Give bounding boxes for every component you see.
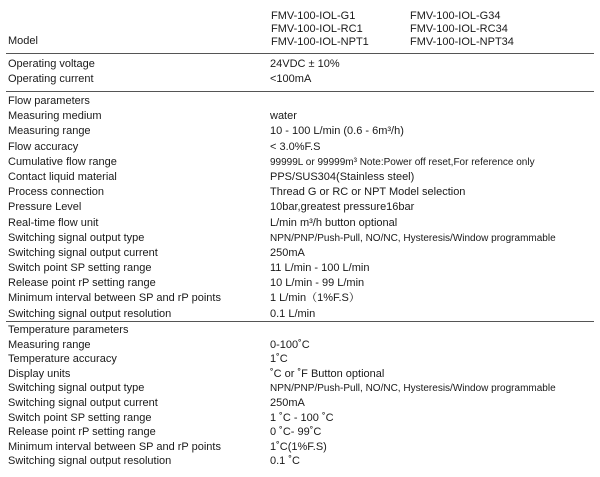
- spec-value: Thread G or RC or NPT Model selection: [270, 186, 466, 199]
- spec-label: Switching signal output resolution: [8, 455, 172, 468]
- model-name: FMV-100-IOL-RC34: [410, 23, 508, 35]
- spec-row: [0, 246, 600, 261]
- spec-value: < 3.0%F.S: [270, 140, 321, 153]
- spec-row: [0, 261, 600, 276]
- spec-value: PPS/SUS304(Stainless steel): [270, 170, 415, 183]
- spec-row: [0, 367, 600, 382]
- spec-value: 0.1 ˚C: [270, 455, 300, 468]
- spec-label: Contact liquid material: [8, 170, 117, 183]
- spec-label: Temperature accuracy: [8, 353, 117, 366]
- flow-section: [0, 94, 600, 322]
- spec-label: Real-time flow unit: [8, 216, 99, 229]
- spec-row: [0, 155, 600, 170]
- spec-row: [0, 124, 600, 139]
- spec-row: [0, 440, 600, 455]
- spec-label: Release point rP setting range: [8, 277, 156, 290]
- spec-label: Minimum interval between SP and rP points: [8, 440, 221, 453]
- spec-label: Measuring range: [8, 125, 91, 138]
- spec-row: [0, 307, 600, 322]
- spec-row: [0, 338, 600, 353]
- model-column-1: [271, 10, 369, 49]
- divider: [6, 53, 594, 54]
- spec-label: Pressure Level: [8, 201, 82, 214]
- spec-value: 24VDC ± 10%: [270, 58, 340, 70]
- spec-label: Switch point SP setting range: [8, 411, 152, 424]
- spec-label: Operating current: [8, 73, 94, 86]
- model-label: Model: [8, 35, 38, 47]
- spec-row: [0, 352, 600, 367]
- spec-row: [0, 200, 600, 215]
- spec-row: [0, 140, 600, 155]
- spec-value: ˚C or ˚F Button optional: [270, 367, 385, 380]
- spec-value: 10bar,greatest pressure16bar: [270, 201, 415, 214]
- spec-row: [0, 94, 600, 109]
- spec-row: [0, 381, 600, 396]
- spec-label: Operating voltage: [8, 58, 95, 70]
- model-header: [0, 0, 600, 52]
- spec-row: [0, 276, 600, 291]
- spec-label: Flow parameters: [8, 95, 90, 107]
- spec-row: [0, 231, 600, 246]
- spec-row: [0, 72, 600, 87]
- model-name: FMV-100-IOL-G1: [271, 10, 356, 22]
- spec-row: [0, 57, 600, 72]
- spec-row: [0, 109, 600, 124]
- spec-row: [0, 216, 600, 231]
- spec-label: Switching signal output type: [8, 231, 145, 244]
- spec-value: <100mA: [270, 73, 312, 86]
- spec-row: [0, 185, 600, 200]
- spec-value: water: [270, 110, 297, 123]
- spec-value: NPN/PNP/Push-Pull, NO/NC, Hysteresis/Window programmable: [270, 232, 556, 244]
- spec-value: 1˚C: [270, 353, 288, 366]
- divider: [6, 321, 594, 322]
- spec-value: 11 L/min - 100 L/min: [270, 262, 370, 275]
- spec-value: 250mA: [270, 246, 305, 259]
- spec-row: [0, 396, 600, 411]
- spec-value: NPN/PNP/Push-Pull, NO/NC, Hysteresis/Window programmable: [270, 383, 556, 395]
- divider: [6, 91, 594, 92]
- electrical-section: [0, 57, 600, 87]
- spec-row: [0, 323, 600, 338]
- spec-label: Minimum interval between SP and rP points: [8, 292, 221, 305]
- spec-value: 0.1 L/min: [270, 307, 316, 320]
- spec-label: Switch point SP setting range: [8, 262, 152, 275]
- spec-label: Measuring medium: [8, 110, 102, 123]
- spec-value: 0-100˚C: [270, 338, 310, 351]
- spec-value: 1˚C(1%F.S): [270, 440, 327, 453]
- spec-label: Switching signal output current: [8, 396, 158, 409]
- spec-value: 1 ˚C - 100 ˚C: [270, 411, 334, 424]
- spec-value: 10 L/min - 99 L/min: [270, 277, 365, 290]
- spec-value: 1 L/min（1%F.S）: [270, 292, 360, 305]
- spec-row: [0, 425, 600, 440]
- spec-label: Switching signal output current: [8, 246, 158, 259]
- spec-row: [0, 454, 600, 469]
- spec-value: 0 ˚C- 99˚C: [270, 426, 322, 439]
- spec-label: Flow accuracy: [8, 140, 79, 153]
- spec-label: Cumulative flow range: [8, 155, 117, 168]
- spec-label: Switching signal output type: [8, 382, 145, 395]
- spec-value: 10 - 100 L/min (0.6 - 6m³/h): [270, 125, 404, 138]
- model-name: FMV-100-IOL-NPT1: [271, 36, 369, 48]
- spec-label: Temperature parameters: [8, 324, 129, 336]
- spec-label: Process connection: [8, 186, 104, 199]
- temperature-section: [0, 323, 600, 469]
- spec-value: L/min m³/h button optional: [270, 216, 398, 229]
- spec-label: Switching signal output resolution: [8, 307, 172, 320]
- spec-label: Release point rP setting range: [8, 426, 156, 439]
- spec-row: [0, 411, 600, 426]
- model-name: FMV-100-IOL-G34: [410, 10, 501, 22]
- spec-row: [0, 170, 600, 185]
- model-column-2: [410, 10, 514, 49]
- spec-value: 99999L or 99999m³ Note:Power off reset,For reference only: [270, 156, 535, 168]
- model-name: FMV-100-IOL-NPT34: [410, 36, 514, 48]
- spec-row: [0, 291, 600, 306]
- spec-label: Measuring range: [8, 338, 91, 351]
- spec-value: 250mA: [270, 396, 305, 409]
- spec-label: Display units: [8, 367, 71, 380]
- model-name: FMV-100-IOL-RC1: [271, 23, 363, 35]
